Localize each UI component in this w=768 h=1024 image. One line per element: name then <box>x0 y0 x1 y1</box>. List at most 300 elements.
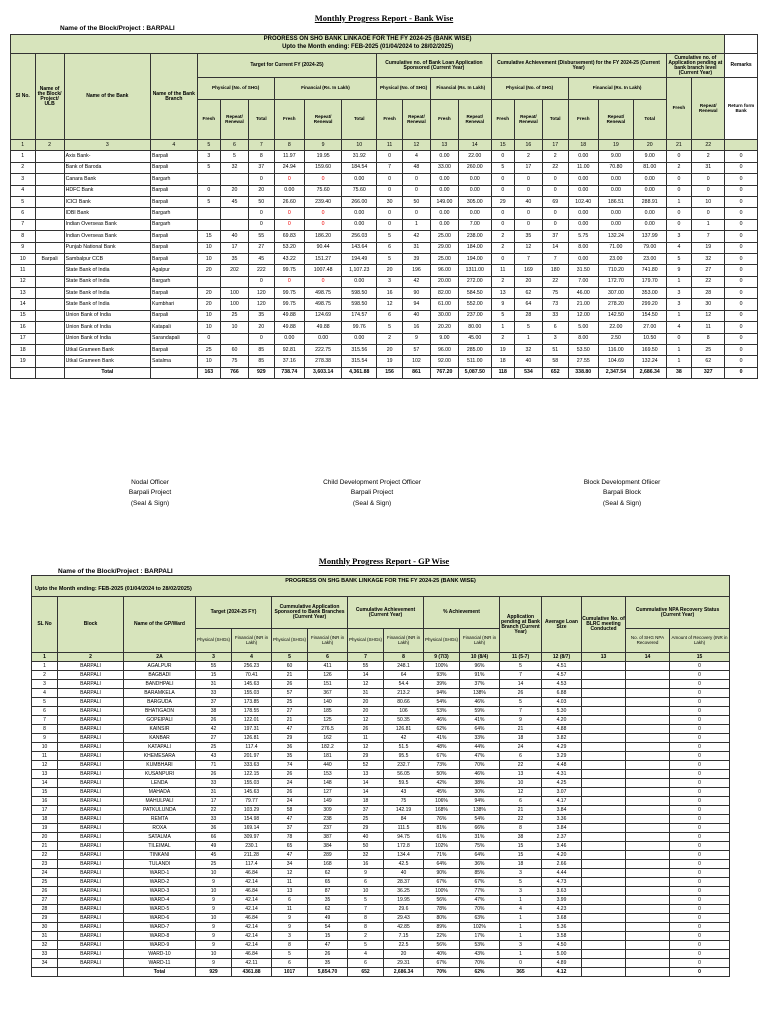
table-cell: 5 <box>500 662 542 671</box>
table-row <box>32 896 730 905</box>
table-cell: 5 <box>197 162 220 173</box>
table-cell: 0.00 <box>430 208 458 219</box>
table-cell: 62% <box>424 725 460 734</box>
table-cell: 38 <box>196 707 232 716</box>
table-cell: 7 <box>514 253 542 264</box>
table-cell <box>626 824 670 833</box>
table-cell: 0 <box>402 174 430 185</box>
table-cell: WARD-11 <box>124 959 196 968</box>
table-cell: 22 <box>500 815 542 824</box>
table-cell: 93% <box>424 671 460 680</box>
table-cell <box>626 896 670 905</box>
table-cell: 0 <box>670 743 730 752</box>
table-cell: 25 <box>692 345 725 356</box>
table-row <box>11 333 758 344</box>
table-cell: 411 <box>308 662 348 671</box>
table-cell: Barpali <box>150 162 197 173</box>
table-row <box>32 869 730 878</box>
table-cell: 0 <box>725 185 758 196</box>
table-cell: 145.63 <box>232 788 272 797</box>
table-cell: 5 <box>491 162 514 173</box>
table-cell: 50 <box>348 842 384 851</box>
table-cell <box>582 824 626 833</box>
table-cell: 46.84 <box>232 914 272 923</box>
table-row <box>11 174 758 185</box>
table-cell: 180 <box>542 265 568 276</box>
table-cell: 14 <box>348 788 384 797</box>
table-cell: 26 <box>308 950 348 959</box>
table-cell: 9 (7/3) <box>424 653 460 662</box>
table-cell: 120 <box>248 288 274 299</box>
table-cell: 37 <box>196 698 232 707</box>
table-cell: 3 <box>500 941 542 950</box>
report1-title: Monthly Progress Report - Bank Wise <box>314 13 454 23</box>
table-cell: 49 <box>196 842 232 851</box>
table-cell: 0 <box>725 367 758 378</box>
table-cell: 11 <box>692 322 725 333</box>
table-cell: 0 <box>725 288 758 299</box>
cumach-physical: Physical (No. of SHG) <box>491 78 568 100</box>
table-cell: 4 <box>348 950 384 959</box>
table-cell: 4.25 <box>542 779 582 788</box>
table-cell: 256.03 <box>342 231 377 242</box>
table-cell: 3 <box>666 299 692 310</box>
table-cell: 598.50 <box>342 299 377 310</box>
table-cell: 0 <box>725 276 758 287</box>
table-cell: 23 <box>32 860 58 869</box>
table-cell <box>582 869 626 878</box>
table-cell: 58 <box>542 356 568 367</box>
table-cell: Barpali <box>150 242 197 253</box>
col-blrc: Cumulative No. of BLRC meeting Conducted <box>582 597 626 653</box>
table-cell: 0 <box>514 185 542 196</box>
table-cell: State Bank of India <box>64 299 150 310</box>
table-cell: 30 <box>692 299 725 310</box>
table-cell: 29 <box>348 824 384 833</box>
col-remarks: Remarks <box>725 54 758 78</box>
table-cell: 7.00 <box>458 219 491 230</box>
table-cell: 41% <box>460 716 500 725</box>
table-cell: 69 <box>542 196 568 207</box>
table-cell: 38 <box>500 833 542 842</box>
table-cell: REMTA <box>124 815 196 824</box>
table-cell: 0 <box>377 151 403 162</box>
table-cell: 3.68 <box>542 914 582 923</box>
sub-total: Total <box>633 100 666 140</box>
sub-fresh: Fresh <box>568 100 598 140</box>
table-cell: 56.05 <box>384 770 424 779</box>
table-cell: 0.00 <box>568 151 598 162</box>
table-cell: 1 <box>32 662 58 671</box>
table-cell: 7 <box>248 140 274 151</box>
table-cell: 18 <box>500 734 542 743</box>
table-cell: 0 <box>670 851 730 860</box>
table-row <box>11 196 758 207</box>
table-cell: 0 <box>491 151 514 162</box>
table-cell: 19 <box>32 824 58 833</box>
table-cell: 10 <box>220 322 248 333</box>
table-cell: 2 <box>491 242 514 253</box>
table-cell: Barpali <box>150 345 197 356</box>
table-cell: 5 <box>220 151 248 162</box>
table-cell: 46% <box>460 770 500 779</box>
table-cell: 92.00 <box>430 356 458 367</box>
table-cell <box>626 932 670 941</box>
table-cell <box>626 761 670 770</box>
table-cell: 69.83 <box>274 231 304 242</box>
table-cell: 0 <box>670 725 730 734</box>
table-cell: 137.99 <box>633 231 666 242</box>
table-cell: 0 <box>666 185 692 196</box>
table-cell: 40 <box>514 196 542 207</box>
table-cell: 4.57 <box>542 671 582 680</box>
table-cell: 0.00 <box>342 219 377 230</box>
table-cell: 1 <box>514 333 542 344</box>
table-cell: 16 <box>11 322 36 333</box>
table-cell: 154.50 <box>633 310 666 321</box>
table-cell: 0 <box>725 310 758 321</box>
table-cell: 9 <box>11 242 36 253</box>
table-cell: 78 <box>272 833 308 842</box>
table-cell: 13 <box>348 770 384 779</box>
table-cell: 2,686.34 <box>384 968 424 977</box>
table-cell: 9 <box>196 923 232 932</box>
table-cell: 79.00 <box>633 242 666 253</box>
table-cell <box>582 797 626 806</box>
table-cell: 201.97 <box>232 752 272 761</box>
table-cell: 4 <box>11 185 36 196</box>
col-pending: Cumulative no. of Application pending at bank branch level (Current Year) <box>666 54 725 78</box>
table-cell: 181 <box>308 752 348 761</box>
table-cell: 67% <box>424 878 460 887</box>
table-cell <box>626 680 670 689</box>
table-cell: 15 <box>500 851 542 860</box>
table-cell: 36 <box>196 824 232 833</box>
table-cell: 0.00 <box>598 185 633 196</box>
table-cell: 5 <box>491 310 514 321</box>
table-cell: 1017 <box>272 968 308 977</box>
table-row <box>32 950 730 959</box>
table-cell: 266.00 <box>342 196 377 207</box>
table-cell: 1 <box>500 896 542 905</box>
table-cell: 3.82 <box>542 734 582 743</box>
table-cell: 26 <box>196 716 232 725</box>
table-cell: 31 <box>32 932 58 941</box>
table-cell: 6 <box>308 653 348 662</box>
table-cell: 12 <box>348 680 384 689</box>
table-cell: 22.00 <box>458 151 491 162</box>
table-cell: 155.03 <box>232 689 272 698</box>
table-cell: 29 <box>32 914 58 923</box>
table-cell: BARPALI <box>58 770 124 779</box>
table-cell: 9 <box>500 716 542 725</box>
table-cell: 46.84 <box>232 950 272 959</box>
table-cell: 22 <box>500 761 542 770</box>
sub-financial: Financial (INR in Lakh) <box>384 629 424 653</box>
report1-banner-line2: Upto the Month ending: FEB-2025 (01/04/2024 to 28/02/2025) <box>282 44 454 50</box>
table-cell: 3.63 <box>542 887 582 896</box>
table-cell: 145.63 <box>232 680 272 689</box>
table-cell <box>35 185 64 196</box>
table-cell: 12 <box>272 869 308 878</box>
table-cell: 10.50 <box>633 333 666 344</box>
table-cell: 75% <box>460 842 500 851</box>
table-cell: 2 <box>542 151 568 162</box>
table-cell: 0 <box>670 797 730 806</box>
table-cell: 19.95 <box>304 151 341 162</box>
table-cell: 0.00 <box>568 253 598 264</box>
col-gp: Name of the GP/Ward <box>124 597 196 653</box>
table-cell: 305.00 <box>458 196 491 207</box>
table-cell: KAINSIR <box>124 725 196 734</box>
table-row <box>11 242 758 253</box>
signature-cdpo <box>272 478 472 509</box>
table-cell: KHEMESARA <box>124 752 196 761</box>
table-cell: 0.00 <box>342 208 377 219</box>
table-cell: BARPALI <box>58 797 124 806</box>
table-cell: 20 <box>514 276 542 287</box>
report1-block-label: Name of the Block/Project : BARPALI <box>60 25 175 32</box>
table-cell: WARD-4 <box>124 896 196 905</box>
table-cell: 102.40 <box>568 196 598 207</box>
table-cell <box>582 968 626 977</box>
table-cell: Total <box>124 968 196 977</box>
table-cell: 67% <box>424 959 460 968</box>
table-cell: BARPALI <box>58 779 124 788</box>
table-cell: 5 <box>514 322 542 333</box>
table-cell: 75 <box>220 356 248 367</box>
table-cell: 43% <box>460 950 500 959</box>
table-cell: BARPALI <box>58 734 124 743</box>
table-cell: 4.03 <box>542 698 582 707</box>
table-cell <box>626 707 670 716</box>
table-cell: 0 <box>670 887 730 896</box>
table-cell: 66% <box>460 824 500 833</box>
table-cell: 584.50 <box>458 288 491 299</box>
table-cell: 0 <box>514 174 542 185</box>
table-cell: 10 <box>196 887 232 896</box>
sub-fresh: Fresh <box>491 100 514 140</box>
table-cell: 278.38 <box>304 356 341 367</box>
table-cell: 38 <box>666 367 692 378</box>
table-cell: 2,686.34 <box>633 367 666 378</box>
table-cell <box>626 806 670 815</box>
table-cell: 4 <box>402 151 430 162</box>
table-cell: 28 <box>32 905 58 914</box>
table-cell: 766 <box>220 367 248 378</box>
table-cell: 42.14 <box>232 878 272 887</box>
table-cell: BARPALI <box>58 860 124 869</box>
blank-cell <box>725 35 758 54</box>
table-cell: 42 <box>402 276 430 287</box>
sub-physical: Physical (SHGs) <box>272 629 308 653</box>
table-cell: 29 <box>272 734 308 743</box>
table-cell <box>35 310 64 321</box>
table-cell: 1311.00 <box>458 265 491 276</box>
table-row <box>11 253 758 264</box>
table-cell: 55 <box>348 662 384 671</box>
table-cell: 1 <box>666 276 692 287</box>
table-cell: 0 <box>725 151 758 162</box>
table-row <box>32 842 730 851</box>
table-cell: 33 <box>542 310 568 321</box>
table-cell: 29.6 <box>384 905 424 914</box>
table-cell: 42% <box>424 779 460 788</box>
table-cell: 36% <box>460 860 500 869</box>
table-cell: 32 <box>348 851 384 860</box>
col-branch: Name of the Bank Branch <box>150 54 197 140</box>
table-cell: 34 <box>32 959 58 968</box>
signature-place: Barpali Block <box>603 489 641 497</box>
table-cell: BARPALI <box>58 788 124 797</box>
table-row <box>32 941 730 950</box>
table-cell: KUMBHARI <box>124 761 196 770</box>
table-row <box>11 322 758 333</box>
table-cell: 0 <box>670 842 730 851</box>
table-cell: 43 <box>384 788 424 797</box>
table-cell: 57 <box>402 345 430 356</box>
table-cell: 11 <box>491 265 514 276</box>
table-cell: 70% <box>424 968 460 977</box>
table-cell: BAGBADI <box>124 671 196 680</box>
cumach-financial: Financial (Rs. In Lakh) <box>568 78 666 100</box>
table-cell: 2 <box>58 653 124 662</box>
table-cell: 9 <box>304 140 341 151</box>
table-row <box>32 923 730 932</box>
table-cell <box>626 950 670 959</box>
table-cell: 0 <box>670 716 730 725</box>
table-cell: 278.20 <box>598 299 633 310</box>
sub-physical: Physical (SHGs) <box>348 629 384 653</box>
table-cell: 10 <box>196 869 232 878</box>
table-row <box>32 932 730 941</box>
table-row <box>32 761 730 770</box>
table-cell: 33% <box>460 734 500 743</box>
table-cell <box>220 208 248 219</box>
table-cell: 0 <box>491 253 514 264</box>
table-row <box>11 151 758 162</box>
table-cell: 61.00 <box>430 299 458 310</box>
table-cell: 48 <box>402 162 430 173</box>
table-cell: 21 <box>272 671 308 680</box>
table-cell: Union Bank of India <box>64 310 150 321</box>
table-cell: 9 <box>196 878 232 887</box>
table-cell: 6 <box>377 310 403 321</box>
table-cell: 38% <box>460 779 500 788</box>
table-cell: 29.43 <box>384 914 424 923</box>
table-cell: 929 <box>248 367 274 378</box>
table-cell: 59.5 <box>384 779 424 788</box>
table-cell: 0 <box>670 824 730 833</box>
table-cell: 45.00 <box>458 333 491 344</box>
table-cell <box>197 208 220 219</box>
table-cell: 169.14 <box>232 824 272 833</box>
table-cell: 0 <box>725 253 758 264</box>
table-cell: 92.81 <box>274 345 304 356</box>
table-cell: 16 <box>402 322 430 333</box>
table-cell: 0.00 <box>304 333 341 344</box>
table-cell: BARPALI <box>58 905 124 914</box>
table-cell: 184.00 <box>458 242 491 253</box>
table-cell: Barpali <box>35 253 64 264</box>
table-cell: 80.66 <box>384 698 424 707</box>
table-cell: 30.00 <box>430 310 458 321</box>
table-cell: 39 <box>402 253 430 264</box>
table-cell: 28 <box>514 310 542 321</box>
table-cell: 0.00 <box>598 208 633 219</box>
table-cell: 4.73 <box>542 878 582 887</box>
pending-fresh: Fresh <box>666 78 692 140</box>
table-cell: 1 <box>500 914 542 923</box>
table-cell <box>626 788 670 797</box>
table-cell <box>582 680 626 689</box>
table-cell: 173.85 <box>232 698 272 707</box>
table-cell: 47 <box>272 815 308 824</box>
table-cell: 710.20 <box>598 265 633 276</box>
table-cell: 5 <box>272 950 308 959</box>
table-cell <box>626 689 670 698</box>
table-cell: 0.00 <box>458 185 491 196</box>
sub-repeat: Repeat/ Renewal <box>458 100 491 140</box>
table-cell: 367 <box>308 689 348 698</box>
table-cell: 213.2 <box>384 689 424 698</box>
table-cell: 21 <box>272 716 308 725</box>
table-cell: 0 <box>670 770 730 779</box>
table-cell: 5.36 <box>542 923 582 932</box>
table-cell: 19 <box>11 356 36 367</box>
table-cell: 440 <box>308 761 348 770</box>
table-cell <box>626 815 670 824</box>
table-cell: 5 <box>377 322 403 333</box>
table-cell: Sarandapali <box>150 333 197 344</box>
table-cell: 0 <box>725 196 758 207</box>
table-cell: 309.97 <box>232 833 272 842</box>
table-cell: 35 <box>220 253 248 264</box>
table-cell: 8 <box>274 140 304 151</box>
table-cell: 0 <box>670 968 730 977</box>
table-cell: 10 <box>197 242 220 253</box>
table-cell <box>582 707 626 716</box>
sub-npa-shg: No. of SHG NPA Recovered <box>626 629 670 653</box>
table-cell: 18 <box>568 140 598 151</box>
table-cell: 0 <box>670 779 730 788</box>
table-cell: 18 <box>491 356 514 367</box>
table-cell <box>626 797 670 806</box>
table-cell <box>582 752 626 761</box>
table-cell: 75.60 <box>304 185 341 196</box>
gp-wise-table <box>31 575 730 977</box>
table-cell: 100 <box>220 299 248 310</box>
table-cell: 30% <box>460 788 500 797</box>
table-cell: 3 <box>500 887 542 896</box>
table-cell: 0.00 <box>598 219 633 230</box>
table-cell: 6 <box>272 896 308 905</box>
table-cell: 26 <box>500 689 542 698</box>
table-cell: 20 <box>197 265 220 276</box>
table-cell: BARPALI <box>58 662 124 671</box>
table-cell: 23.00 <box>633 253 666 264</box>
table-cell: 10 <box>11 253 36 264</box>
table-cell: HDFC Bank <box>64 185 150 196</box>
table-cell: 71.00 <box>598 242 633 253</box>
table-cell: 12 <box>500 788 542 797</box>
table-cell <box>582 671 626 680</box>
table-cell: 35 <box>514 231 542 242</box>
table-cell: 42.14 <box>232 932 272 941</box>
table-cell: 534 <box>514 367 542 378</box>
table-cell: 1 <box>500 923 542 932</box>
table-cell <box>582 959 626 968</box>
